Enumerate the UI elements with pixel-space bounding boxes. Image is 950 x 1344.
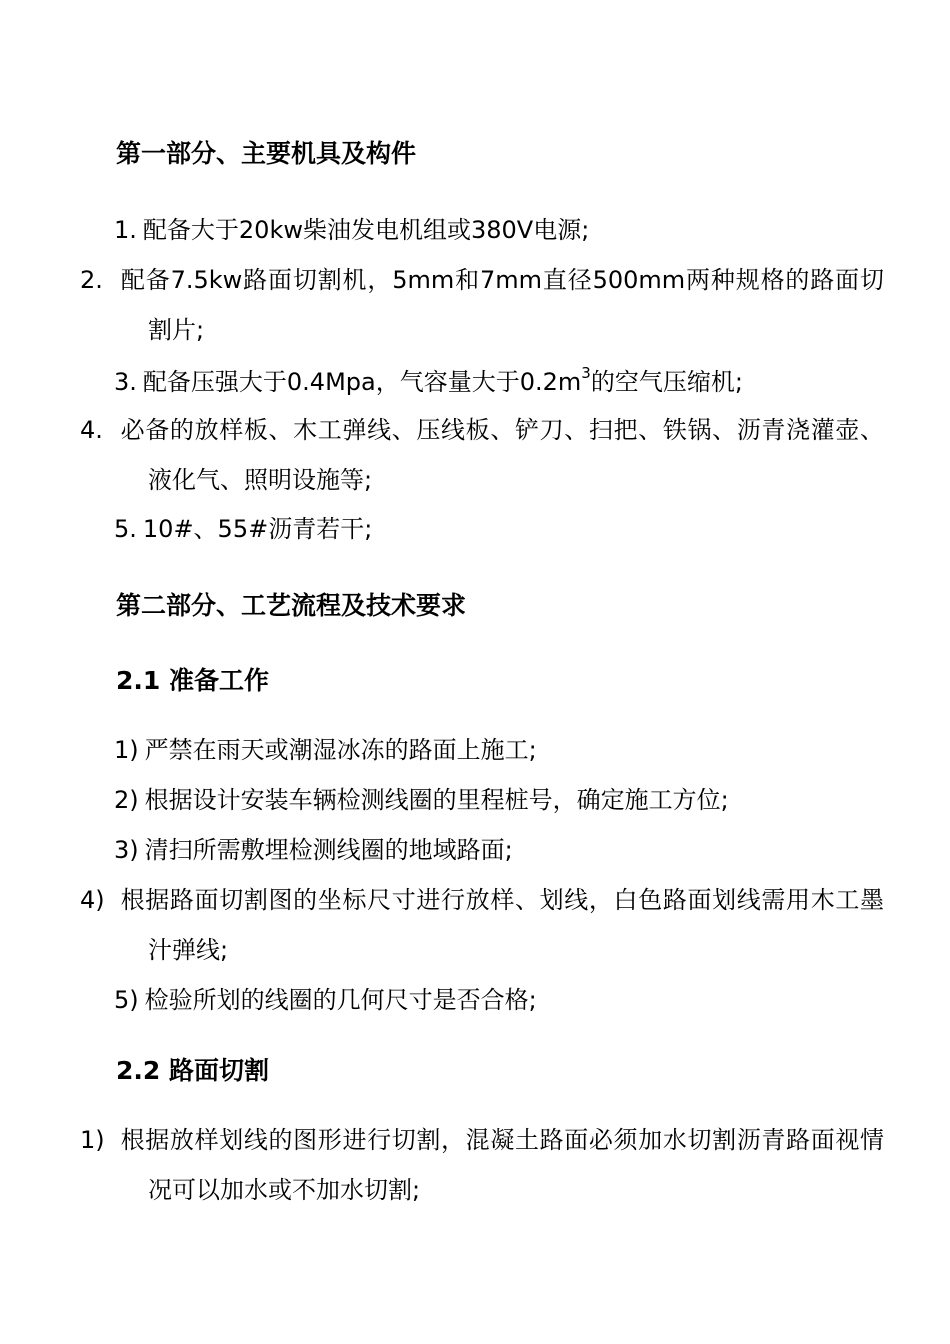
item-number: 3) [114, 836, 139, 864]
item-text: 清扫所需敷埋检测线圈的地域路面; [144, 836, 513, 864]
section-2-1-heading: 2.1 准备工作 [116, 666, 269, 695]
item-text: 根据放样划线的图形进行切割，混凝土路面必须加水切割沥青路面视情况可以加水或不加水切割; [120, 1126, 884, 1204]
part1-item-1 [114, 205, 884, 255]
item-text: 根据设计安装车辆检测线圈的里程桩号，确定施工方位; [144, 786, 729, 814]
part1-item-5 [114, 504, 884, 554]
item-text-after: 的空气压缩机; [590, 368, 743, 396]
section-2-1-item-2 [114, 775, 884, 825]
item-number: 5. [114, 515, 137, 543]
item-text: 配备7.5kw路面切割机，5mm和7mm直径500mm两种规格的路面切割片; [120, 266, 884, 344]
item-text: 根据路面切割图的坐标尺寸进行放样、划线，白色路面划线需用木工墨汁弹线; [120, 886, 884, 964]
item-number: 2) [114, 786, 139, 814]
item-number: 3. [114, 368, 137, 396]
section-2-1-item-1 [114, 725, 884, 775]
item-text: 严禁在雨天或潮湿冰冻的路面上施工; [144, 736, 537, 764]
item-text: 必备的放样板、木工弹线、压线板、铲刀、扫把、铁锅、沥青浇灌壶、液化气、照明设施等; [120, 416, 884, 494]
part2-heading: 第二部分、工艺流程及技术要求 [116, 591, 467, 620]
item-text: 配备大于20kw柴油发电机组或380V电源; [142, 216, 590, 244]
item-text: 10#、55#沥青若干; [142, 515, 373, 543]
section-2-1-item-3 [114, 825, 884, 875]
section-2-2-item-1: 1) 根据放样划线的图形进行切割，混凝土路面必须加水切割沥青路面视情况可以加水或不加水切割; [80, 1126, 884, 1204]
section-2-1-item-4: 4) 根据路面切割图的坐标尺寸进行放样、划线，白色路面划线需用木工墨汁弹线; [80, 886, 884, 964]
part1-heading: 第一部分、主要机具及构件 [116, 139, 417, 168]
item-number: 1. [114, 216, 137, 244]
part1-item-3 [114, 357, 884, 407]
item-number: 1) [114, 736, 139, 764]
part1-item-2: 2. 配备7.5kw路面切割机，5mm和7mm直径500mm两种规格的路面切割片; [80, 266, 884, 344]
section-2-1-item-5 [114, 975, 884, 1025]
superscript: 3 [581, 364, 591, 382]
section-2-2-heading: 2.2 路面切割 [116, 1056, 269, 1085]
part1-item-4: 4. 必备的放样板、木工弹线、压线板、铲刀、扫把、铁锅、沥青浇灌壶、液化气、照明设施等; [80, 416, 884, 494]
item-text: 检验所划的线圈的几何尺寸是否合格; [144, 986, 537, 1014]
item-number: 5) [114, 986, 139, 1014]
item-text-before: 配备压强大于0.4Mpa，气容量大于0.2m [142, 368, 582, 396]
